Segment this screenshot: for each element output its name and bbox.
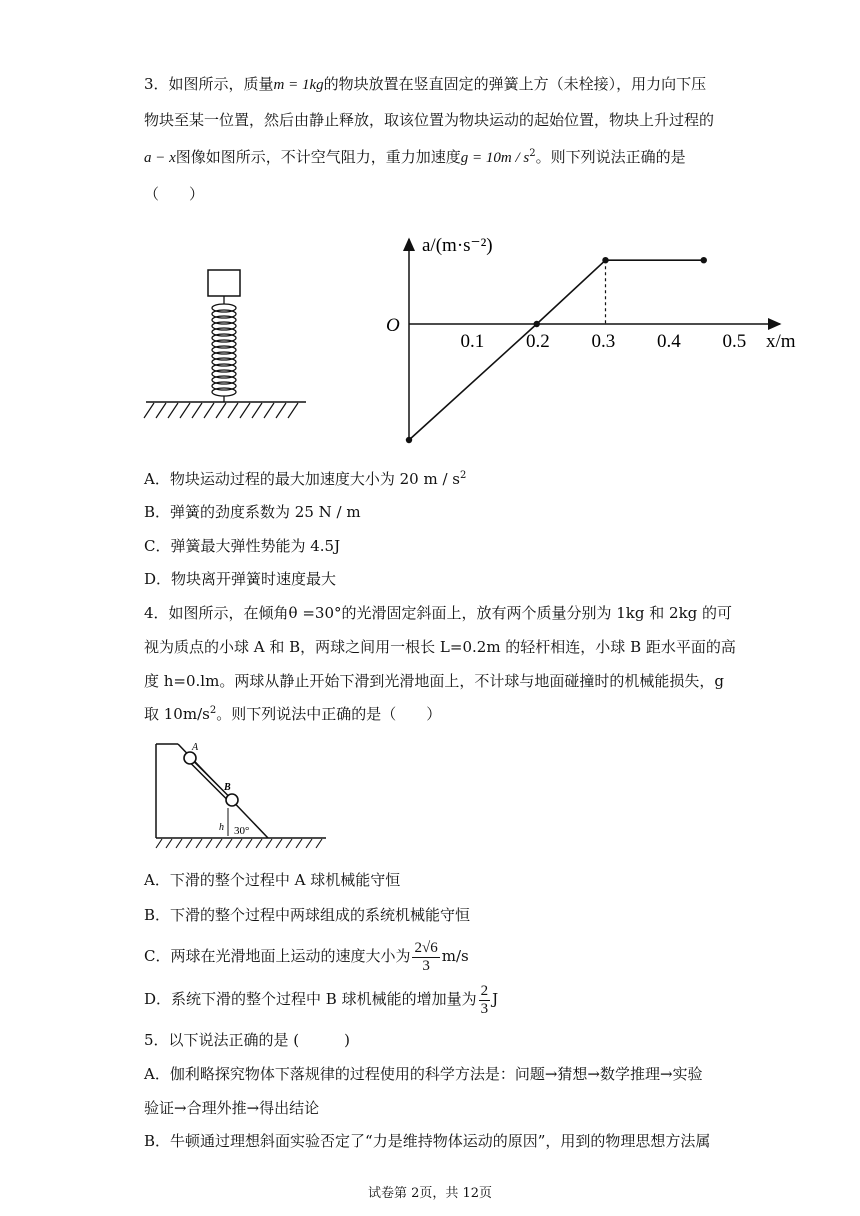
unit: m/s: [441, 947, 469, 965]
q3-line1: [144, 74, 706, 95]
spring-figure: [140, 262, 310, 422]
q3-option-a[interactable]: A．物块运动过程的最大加速度大小为 20 m / $s^2$: [144, 470, 467, 488]
q4-option-c-text: C．两球在光滑地面上运动的速度大小为: [144, 947, 411, 965]
q4-line3: 度 h=0.lm。两球从静止开始下滑到光滑地面上，不计球与地面碰撞时的机械能损失，g: [144, 672, 724, 690]
x-tick-label: 0.4: [657, 331, 681, 352]
x-tick-label: 0.3: [591, 331, 616, 352]
incline-figure: [150, 738, 330, 854]
fraction: [412, 940, 439, 975]
a-x-chart: [370, 225, 820, 455]
q3-option-a-text: A．物块运动过程的最大加速度大小为 20 m / s: [144, 470, 460, 488]
q3-option-c[interactable]: C．弹簧最大弹性势能为 4.5J: [144, 537, 341, 555]
x-tick-label: 0.1: [460, 331, 485, 352]
label-h: h: [219, 822, 224, 833]
page-footer: 试卷第 2页，共 12页: [367, 1186, 493, 1201]
floor-hatch: [156, 839, 322, 848]
fraction-denominator: 3: [422, 957, 430, 974]
q3-line2: 物块至某一位置，然后由静止释放，取该位置为物块运动的起始位置，物块上升过程的: [144, 111, 715, 129]
q5-line1: 5．以下说法正确的是 ( ): [144, 1031, 351, 1049]
ground-hatch: [144, 403, 298, 418]
data-point: [534, 321, 540, 327]
ball-b: [226, 794, 238, 806]
fraction-denominator: 3: [480, 1000, 489, 1017]
q5-option-a-line1[interactable]: A．伽利略探究物体下落规律的过程使用的科学方法是：问题→猜想→数学推理→实验: [144, 1065, 703, 1083]
g-expression: g = 10m / s: [460, 150, 530, 166]
q3-option-b[interactable]: B．弹簧的劲度系数为 25 N / m: [144, 503, 361, 521]
q3-answer-paren: （ ）: [144, 185, 205, 203]
q3-option-d[interactable]: D．物块离开弹簧时速度最大: [144, 570, 337, 588]
block: [208, 270, 240, 296]
data-point: [602, 257, 608, 263]
ball-a: [184, 752, 196, 764]
label-a: A: [192, 742, 199, 753]
q3-text: 3．如图所示，质量: [144, 75, 274, 93]
unit: J: [492, 990, 499, 1008]
spring-coil: [212, 296, 236, 402]
a-x-expression: a − x: [144, 150, 176, 166]
q4-line2: 视为质点的小球 A 和 B，两球之间用一根长 L=0.2m 的轻杆相连，小球 B 距水平面的高: [144, 638, 736, 656]
q4-line4: 取 $10m/s^2$。则下列说法中正确的是（ ）: [144, 705, 442, 723]
q3-text-cont: 。则下列说法正确的是: [535, 148, 686, 166]
label-b: B: [224, 782, 231, 793]
mass-expression: m = 1kg: [273, 77, 324, 93]
data-point: [701, 257, 707, 263]
q3-text: 图像如图所示，不计空气阻力，重力加速度: [175, 148, 461, 166]
x-axis-label: x/m: [766, 331, 796, 352]
q3-text-cont: 的物块放置在竖直固定的弹簧上方（未栓接），用力向下压: [323, 75, 707, 93]
q4-option-b[interactable]: B．下滑的整个过程中两球组成的系统机械能守恒: [144, 906, 471, 924]
q4-text-cont: 。则下列说法中正确的是（ ）: [216, 705, 442, 723]
x-tick-label: 0.5: [722, 331, 747, 352]
q5-option-a-line2: 验证→合理外推→得出结论: [144, 1099, 320, 1117]
q5-option-b-line1[interactable]: B．牛顿通过理想斜面实验否定了“力是维持物体运动的原因”，用到的物理思想方法属: [144, 1132, 711, 1150]
q4-text: 取 10m/s: [144, 705, 210, 723]
q4-option-d-text: D．系统下滑的整个过程中 B 球机械能的增加量为: [144, 990, 477, 1008]
label-angle: 30°: [234, 825, 250, 837]
q4-option-d[interactable]: [144, 981, 498, 1018]
fraction-numerator: 2: [480, 982, 489, 999]
y-axis-label: a/(m·s⁻²): [422, 235, 493, 256]
x-tick-label: 0.2: [526, 331, 550, 352]
q4-option-c[interactable]: [144, 938, 469, 975]
fraction-numerator: 2√6: [414, 939, 438, 956]
origin-label: O: [386, 315, 400, 336]
q3-line3: a − x图像如图所示，不计空气阻力，重力加速度$g = 10m / s^2$。则下列说法正确的是: [144, 148, 686, 166]
fraction: [479, 983, 491, 1018]
q4-option-a[interactable]: A．下滑的整个过程中 A 球机械能守恒: [144, 871, 401, 889]
data-point: [406, 437, 412, 443]
q4-line1: 4．如图所示，在倾角θ =30°的光滑固定斜面上，放有两个质量分别为 1kg 和 2kg 的可: [144, 604, 733, 622]
